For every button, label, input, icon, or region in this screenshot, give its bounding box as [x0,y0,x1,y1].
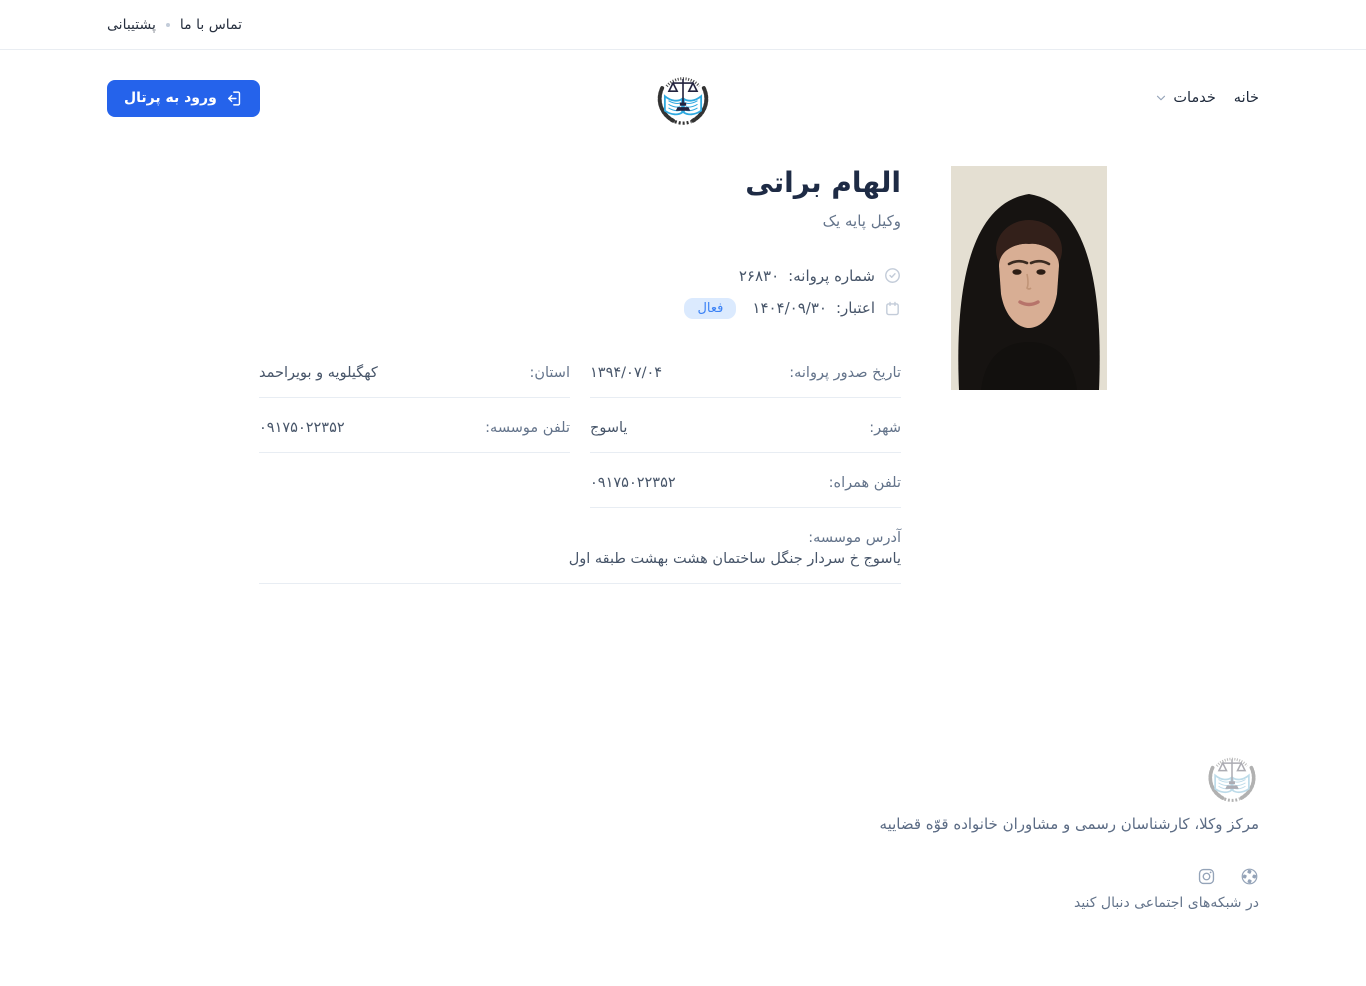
field-issue-date-label: تاریخ صدور پروانه: [789,364,901,381]
lawyer-profile-section [259,166,1107,584]
field-office-phone-label: تلفن موسسه: [485,419,570,436]
field-city-label: شهر: [869,419,901,436]
validity-row [259,298,901,319]
topbar-links [107,17,242,33]
fields-grid [259,365,901,584]
field-office-address-label: آدرس موسسه: [808,529,901,546]
nav-services-label: خدمات [1173,90,1216,106]
nav-item-home[interactable] [1234,90,1259,106]
nav-item-services[interactable] [1154,90,1215,106]
field-city-value: یاسوج [590,419,628,436]
site-header [0,50,1366,146]
topbar-link-contact[interactable]: تماس با ما [179,16,243,33]
topbar [0,0,1366,50]
portal-login-label: ورود به پرتال [124,90,217,106]
topbar-link-support[interactable]: پشتیبانی [107,16,156,33]
calendar-icon [884,300,901,317]
org-logo[interactable] [654,68,712,128]
field-office-address [259,530,901,584]
field-office-address-value: یاسوج خ سردار جنگل ساختمان هشت بهشت طبقه اول [568,550,901,567]
site-footer [0,749,1366,911]
lawyer-photo [951,166,1107,390]
footer-org-logo [1205,749,1259,805]
license-number-value: ۲۶۸۳۰ [738,266,780,285]
lawyer-title: وکیل پایه یک [822,211,901,230]
footer-follow-text: در شبکه‌های اجتماعی دنبال کنید [1073,894,1259,911]
validity-value: ۱۴۰۴/۰۹/۳۰ [752,299,827,318]
field-province [259,365,570,398]
chevron-down-icon [1154,91,1168,105]
field-spacer [259,475,570,508]
nav-home-label: خانه [1233,90,1259,106]
aparat-icon[interactable] [1240,867,1259,886]
field-city [590,420,901,453]
field-mobile-phone [590,475,901,508]
field-province-value: کهگیلویه و بویراحمد [259,364,378,381]
lawyer-name: الهام براتی [745,166,901,199]
status-badge: فعال [684,298,736,319]
field-mobile-phone-value: ۰۹۱۷۵۰۲۲۳۵۲ [590,474,676,491]
login-icon [226,90,243,107]
license-number-label: شماره پروانه: [788,266,875,285]
instagram-icon[interactable] [1197,867,1216,886]
license-number-row [259,267,901,285]
field-province-label: استان: [529,364,570,381]
field-issue-date [590,365,901,398]
social-links [1197,867,1259,886]
check-circle-icon [884,267,901,284]
portal-login-button[interactable] [107,80,260,117]
lawyer-info [259,166,901,584]
field-mobile-phone-label: تلفن همراه: [828,474,901,491]
field-office-phone-value: ۰۹۱۷۵۰۲۲۳۵۲ [259,419,345,436]
main-nav [712,90,1259,106]
field-office-phone [259,420,570,453]
dot-separator [166,23,170,27]
footer-org-name: مرکز وکلا، کارشناسان رسمی و مشاوران خانواده قوّه قضاییه [879,814,1259,833]
field-issue-date-value: ۱۳۹۴/۰۷/۰۴ [590,364,663,381]
validity-label: اعتبار: [835,299,875,318]
